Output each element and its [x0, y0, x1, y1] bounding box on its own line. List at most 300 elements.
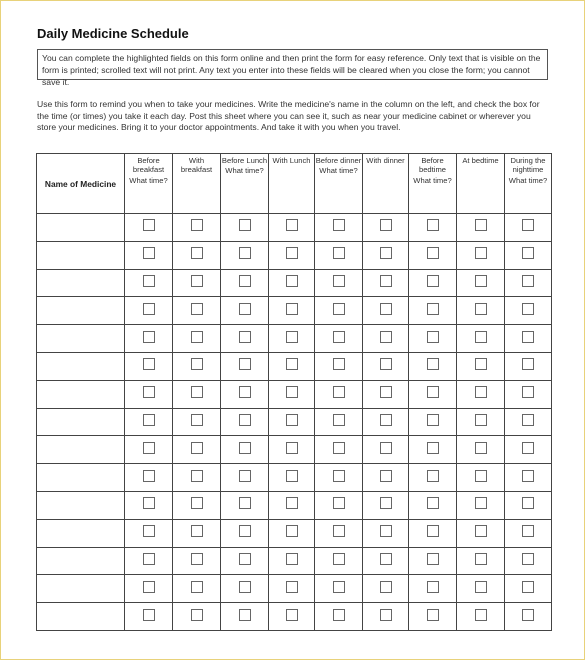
checkbox[interactable]	[522, 275, 534, 287]
schedule-cell	[221, 519, 269, 547]
medicine-name-cell[interactable]	[37, 325, 125, 353]
medicine-name-cell[interactable]	[37, 519, 125, 547]
checkbox[interactable]	[143, 275, 155, 287]
schedule-cell	[269, 436, 315, 464]
checkbox[interactable]	[143, 386, 155, 398]
table-row	[37, 269, 552, 297]
schedule-cell	[457, 214, 505, 242]
checkbox[interactable]	[427, 219, 439, 231]
checkbox[interactable]	[333, 442, 345, 454]
table-row	[37, 519, 552, 547]
medicine-schedule-table	[36, 153, 552, 631]
schedule-cell	[363, 214, 409, 242]
checkbox[interactable]	[143, 497, 155, 509]
schedule-cell	[221, 297, 269, 325]
schedule-cell	[457, 269, 505, 297]
checkbox[interactable]	[333, 525, 345, 537]
checkbox[interactable]	[239, 386, 251, 398]
medicine-name-cell[interactable]	[37, 408, 125, 436]
schedule-cell	[409, 491, 457, 519]
checkbox[interactable]	[333, 275, 345, 287]
schedule-cell	[221, 464, 269, 492]
checkbox[interactable]	[522, 497, 534, 509]
schedule-cell	[363, 408, 409, 436]
checkbox[interactable]	[380, 497, 392, 509]
column-header	[125, 154, 173, 214]
schedule-cell	[409, 380, 457, 408]
checkbox[interactable]	[191, 247, 203, 259]
column-header	[315, 154, 363, 214]
checkbox[interactable]	[380, 525, 392, 537]
column-header	[363, 154, 409, 214]
schedule-cell	[505, 352, 552, 380]
what-time-label: What time?	[129, 175, 168, 185]
schedule-cell	[505, 241, 552, 269]
schedule-cell	[363, 297, 409, 325]
checkbox[interactable]	[333, 581, 345, 593]
schedule-cell	[409, 547, 457, 575]
column-header-label: With dinner	[366, 156, 405, 165]
schedule-cell	[505, 547, 552, 575]
column-header-label: At bedtime	[462, 156, 499, 165]
checkbox[interactable]	[522, 386, 534, 398]
checkbox[interactable]	[427, 275, 439, 287]
checkbox[interactable]	[475, 442, 487, 454]
checkbox[interactable]	[191, 331, 203, 343]
checkbox[interactable]	[191, 609, 203, 621]
schedule-cell	[409, 436, 457, 464]
checkbox[interactable]	[239, 303, 251, 315]
checkbox[interactable]	[380, 581, 392, 593]
schedule-cell	[315, 380, 363, 408]
schedule-cell	[363, 519, 409, 547]
checkbox[interactable]	[286, 358, 298, 370]
checkbox[interactable]	[475, 470, 487, 482]
checkbox[interactable]	[286, 331, 298, 343]
schedule-cell	[505, 380, 552, 408]
column-header-label: Before bedtime	[418, 156, 447, 175]
schedule-cell	[363, 352, 409, 380]
schedule-cell	[221, 408, 269, 436]
medicine-name-cell[interactable]	[37, 436, 125, 464]
checkbox[interactable]	[475, 553, 487, 565]
schedule-cell	[505, 269, 552, 297]
schedule-cell	[315, 297, 363, 325]
schedule-cell	[505, 297, 552, 325]
medicine-name-cell[interactable]	[37, 464, 125, 492]
checkbox[interactable]	[286, 609, 298, 621]
column-header	[269, 154, 315, 214]
schedule-cell	[125, 464, 173, 492]
checkbox[interactable]	[380, 442, 392, 454]
checkbox[interactable]	[239, 609, 251, 621]
checkbox[interactable]	[239, 275, 251, 287]
schedule-cell	[125, 241, 173, 269]
schedule-cell	[173, 214, 221, 242]
checkbox[interactable]	[239, 219, 251, 231]
schedule-cell	[125, 269, 173, 297]
table-header-row	[37, 154, 552, 214]
checkbox[interactable]	[333, 358, 345, 370]
schedule-cell	[269, 297, 315, 325]
checkbox[interactable]	[427, 358, 439, 370]
table-row	[37, 297, 552, 325]
checkbox[interactable]	[427, 581, 439, 593]
checkbox[interactable]	[143, 470, 155, 482]
table-row	[37, 491, 552, 519]
checkbox[interactable]	[286, 581, 298, 593]
schedule-cell	[315, 519, 363, 547]
schedule-cell	[269, 241, 315, 269]
checkbox[interactable]	[286, 275, 298, 287]
schedule-cell	[221, 241, 269, 269]
schedule-cell	[315, 269, 363, 297]
schedule-cell	[457, 380, 505, 408]
schedule-cell	[409, 575, 457, 603]
schedule-cell	[363, 547, 409, 575]
schedule-cell	[173, 575, 221, 603]
schedule-cell	[457, 491, 505, 519]
checkbox[interactable]	[475, 247, 487, 259]
schedule-cell	[125, 519, 173, 547]
schedule-cell	[269, 352, 315, 380]
schedule-cell	[505, 408, 552, 436]
checkbox[interactable]	[380, 275, 392, 287]
checkbox[interactable]	[522, 331, 534, 343]
checkbox[interactable]	[522, 609, 534, 621]
schedule-cell	[505, 575, 552, 603]
checkbox[interactable]	[475, 414, 487, 426]
checkbox[interactable]	[333, 497, 345, 509]
schedule-cell	[173, 436, 221, 464]
checkbox[interactable]	[475, 386, 487, 398]
schedule-cell	[221, 214, 269, 242]
schedule-cell	[173, 408, 221, 436]
checkbox[interactable]	[286, 219, 298, 231]
checkbox[interactable]	[239, 470, 251, 482]
checkbox[interactable]	[333, 303, 345, 315]
checkbox[interactable]	[475, 303, 487, 315]
checkbox[interactable]	[286, 442, 298, 454]
schedule-cell	[409, 297, 457, 325]
checkbox[interactable]	[380, 414, 392, 426]
checkbox[interactable]	[522, 525, 534, 537]
medicine-name-cell[interactable]	[37, 241, 125, 269]
medicine-name-cell[interactable]	[37, 575, 125, 603]
checkbox[interactable]	[427, 331, 439, 343]
schedule-cell	[409, 352, 457, 380]
schedule-cell	[269, 519, 315, 547]
schedule-cell	[221, 269, 269, 297]
medicine-name-cell[interactable]	[37, 214, 125, 242]
checkbox[interactable]	[191, 358, 203, 370]
checkbox[interactable]	[143, 331, 155, 343]
schedule-cell	[269, 380, 315, 408]
checkbox[interactable]	[475, 219, 487, 231]
checkbox[interactable]	[286, 553, 298, 565]
what-time-label: What time?	[508, 175, 548, 185]
checkbox[interactable]	[427, 497, 439, 509]
checkbox[interactable]	[143, 414, 155, 426]
schedule-cell	[409, 325, 457, 353]
schedule-cell	[409, 464, 457, 492]
checkbox[interactable]	[143, 247, 155, 259]
medicine-name-cell[interactable]	[37, 603, 125, 631]
checkbox[interactable]	[475, 331, 487, 343]
checkbox[interactable]	[239, 358, 251, 370]
schedule-cell	[221, 547, 269, 575]
page-title: Daily Medicine Schedule	[37, 26, 189, 41]
schedule-cell	[315, 241, 363, 269]
schedule-cell	[125, 603, 173, 631]
checkbox[interactable]	[475, 581, 487, 593]
checkbox[interactable]	[191, 581, 203, 593]
checkbox[interactable]	[427, 609, 439, 621]
table-row	[37, 352, 552, 380]
column-header	[221, 154, 269, 214]
schedule-cell	[505, 519, 552, 547]
checkbox[interactable]	[191, 497, 203, 509]
name-of-medicine-header: Name of Medicine	[37, 154, 125, 214]
column-header-label: Before dinner	[315, 156, 362, 165]
checkbox[interactable]	[239, 553, 251, 565]
schedule-cell	[173, 269, 221, 297]
schedule-cell	[173, 603, 221, 631]
schedule-cell	[173, 464, 221, 492]
checkbox[interactable]	[427, 247, 439, 259]
schedule-cell	[363, 380, 409, 408]
schedule-cell	[269, 214, 315, 242]
schedule-cell	[125, 408, 173, 436]
checkbox[interactable]	[333, 386, 345, 398]
checkbox[interactable]	[522, 358, 534, 370]
checkbox[interactable]	[427, 414, 439, 426]
checkbox[interactable]	[191, 442, 203, 454]
checkbox[interactable]	[333, 247, 345, 259]
checkbox[interactable]	[239, 525, 251, 537]
checkbox[interactable]	[286, 386, 298, 398]
schedule-cell	[409, 603, 457, 631]
table-row	[37, 436, 552, 464]
schedule-cell	[125, 436, 173, 464]
checkbox[interactable]	[143, 442, 155, 454]
schedule-cell	[505, 603, 552, 631]
checkbox[interactable]	[475, 497, 487, 509]
checkbox[interactable]	[191, 386, 203, 398]
schedule-cell	[457, 325, 505, 353]
schedule-cell	[125, 380, 173, 408]
schedule-cell	[363, 436, 409, 464]
schedule-cell	[315, 575, 363, 603]
table-row	[37, 241, 552, 269]
schedule-cell	[269, 269, 315, 297]
schedule-cell	[125, 297, 173, 325]
form-notice-box: You can complete the highlighted fields on this form online and then print the form for easy reference. Only text that is visible on the form is printed; scrolled text will not print. Any text you enter into these fields will be cleared when you close the form; you cannot save it.	[37, 49, 548, 80]
schedule-cell	[363, 269, 409, 297]
table-row	[37, 603, 552, 631]
schedule-cell	[409, 519, 457, 547]
column-header	[505, 154, 552, 214]
checkbox[interactable]	[333, 219, 345, 231]
schedule-cell	[221, 603, 269, 631]
checkbox[interactable]	[143, 581, 155, 593]
medicine-name-cell[interactable]	[37, 297, 125, 325]
checkbox[interactable]	[286, 247, 298, 259]
checkbox[interactable]	[475, 525, 487, 537]
checkbox[interactable]	[475, 358, 487, 370]
checkbox[interactable]	[522, 553, 534, 565]
checkbox[interactable]	[239, 581, 251, 593]
schedule-cell	[125, 547, 173, 575]
schedule-cell	[505, 436, 552, 464]
checkbox[interactable]	[522, 470, 534, 482]
checkbox[interactable]	[475, 275, 487, 287]
schedule-cell	[409, 408, 457, 436]
medicine-name-cell[interactable]	[37, 547, 125, 575]
schedule-cell	[315, 436, 363, 464]
checkbox[interactable]	[191, 414, 203, 426]
medicine-name-cell[interactable]	[37, 352, 125, 380]
checkbox[interactable]	[427, 470, 439, 482]
checkbox[interactable]	[239, 442, 251, 454]
checkbox[interactable]	[380, 386, 392, 398]
schedule-cell	[457, 436, 505, 464]
checkbox[interactable]	[239, 247, 251, 259]
checkbox[interactable]	[380, 331, 392, 343]
schedule-cell	[457, 408, 505, 436]
checkbox[interactable]	[333, 553, 345, 565]
checkbox[interactable]	[191, 303, 203, 315]
schedule-cell	[269, 603, 315, 631]
checkbox[interactable]	[239, 414, 251, 426]
checkbox[interactable]	[143, 219, 155, 231]
checkbox[interactable]	[143, 525, 155, 537]
checkbox[interactable]	[239, 497, 251, 509]
column-header	[457, 154, 505, 214]
table-row	[37, 380, 552, 408]
checkbox[interactable]	[380, 470, 392, 482]
schedule-cell	[125, 325, 173, 353]
schedule-cell	[363, 241, 409, 269]
schedule-cell	[125, 352, 173, 380]
checkbox[interactable]	[333, 470, 345, 482]
schedule-cell	[221, 491, 269, 519]
checkbox[interactable]	[522, 581, 534, 593]
schedule-cell	[173, 380, 221, 408]
instructions-text: Use this form to remind you when to take your medicines. Write the medicine's name in the column on the left, and check the box for the time (or times) you take it each day. Post this sheet where you can see it, such as near your medicine cabinet or wherever you store your medicines. Bring it to your doctor appointments. And take it with you when you travel.	[37, 99, 540, 132]
checkbox[interactable]	[380, 247, 392, 259]
checkbox[interactable]	[427, 386, 439, 398]
schedule-cell	[457, 241, 505, 269]
checkbox[interactable]	[427, 525, 439, 537]
schedule-cell	[363, 603, 409, 631]
schedule-cell	[409, 269, 457, 297]
schedule-cell	[505, 491, 552, 519]
schedule-cell	[221, 436, 269, 464]
checkbox[interactable]	[143, 609, 155, 621]
medicine-name-cell[interactable]	[37, 380, 125, 408]
schedule-cell	[457, 352, 505, 380]
schedule-cell	[409, 214, 457, 242]
schedule-cell	[269, 575, 315, 603]
schedule-cell	[173, 547, 221, 575]
medicine-name-cell[interactable]	[37, 269, 125, 297]
checkbox[interactable]	[427, 303, 439, 315]
table-row	[37, 408, 552, 436]
checkbox[interactable]	[191, 470, 203, 482]
checkbox[interactable]	[522, 247, 534, 259]
schedule-cell	[505, 214, 552, 242]
checkbox[interactable]	[522, 303, 534, 315]
checkbox[interactable]	[427, 442, 439, 454]
checkbox[interactable]	[522, 442, 534, 454]
checkbox[interactable]	[191, 275, 203, 287]
table-row	[37, 214, 552, 242]
checkbox[interactable]	[333, 414, 345, 426]
table-row	[37, 547, 552, 575]
schedule-cell	[221, 380, 269, 408]
checkbox[interactable]	[143, 303, 155, 315]
schedule-cell	[125, 491, 173, 519]
checkbox[interactable]	[143, 358, 155, 370]
table-row	[37, 325, 552, 353]
checkbox[interactable]	[286, 470, 298, 482]
checkbox[interactable]	[475, 609, 487, 621]
schedule-cell	[173, 241, 221, 269]
schedule-cell	[457, 464, 505, 492]
schedule-cell	[315, 408, 363, 436]
schedule-cell	[221, 352, 269, 380]
checkbox[interactable]	[286, 414, 298, 426]
checkbox[interactable]	[286, 497, 298, 509]
schedule-cell	[315, 603, 363, 631]
column-header-label: During the nighttime	[510, 156, 546, 175]
checkbox[interactable]	[380, 219, 392, 231]
checkbox[interactable]	[333, 609, 345, 621]
checkbox[interactable]	[239, 331, 251, 343]
checkbox[interactable]	[191, 219, 203, 231]
checkbox[interactable]	[143, 553, 155, 565]
checkbox[interactable]	[191, 525, 203, 537]
checkbox[interactable]	[380, 553, 392, 565]
schedule-cell	[505, 464, 552, 492]
checkbox[interactable]	[286, 525, 298, 537]
schedule-cell	[221, 575, 269, 603]
schedule-cell	[173, 491, 221, 519]
what-time-label: What time?	[413, 175, 452, 185]
checkbox[interactable]	[191, 553, 203, 565]
schedule-cell	[269, 491, 315, 519]
checkbox[interactable]	[333, 331, 345, 343]
column-header-label: With breakfast	[180, 156, 213, 175]
column-header-label: With Lunch	[272, 156, 311, 165]
schedule-cell	[457, 519, 505, 547]
schedule-cell	[315, 491, 363, 519]
schedule-cell	[173, 352, 221, 380]
column-header	[409, 154, 457, 214]
checkbox[interactable]	[522, 219, 534, 231]
schedule-cell	[315, 464, 363, 492]
checkbox[interactable]	[380, 358, 392, 370]
checkbox[interactable]	[286, 303, 298, 315]
checkbox[interactable]	[380, 609, 392, 621]
schedule-cell	[315, 352, 363, 380]
checkbox[interactable]	[427, 553, 439, 565]
schedule-cell	[457, 547, 505, 575]
checkbox[interactable]	[380, 303, 392, 315]
checkbox[interactable]	[522, 414, 534, 426]
medicine-name-cell[interactable]	[37, 491, 125, 519]
